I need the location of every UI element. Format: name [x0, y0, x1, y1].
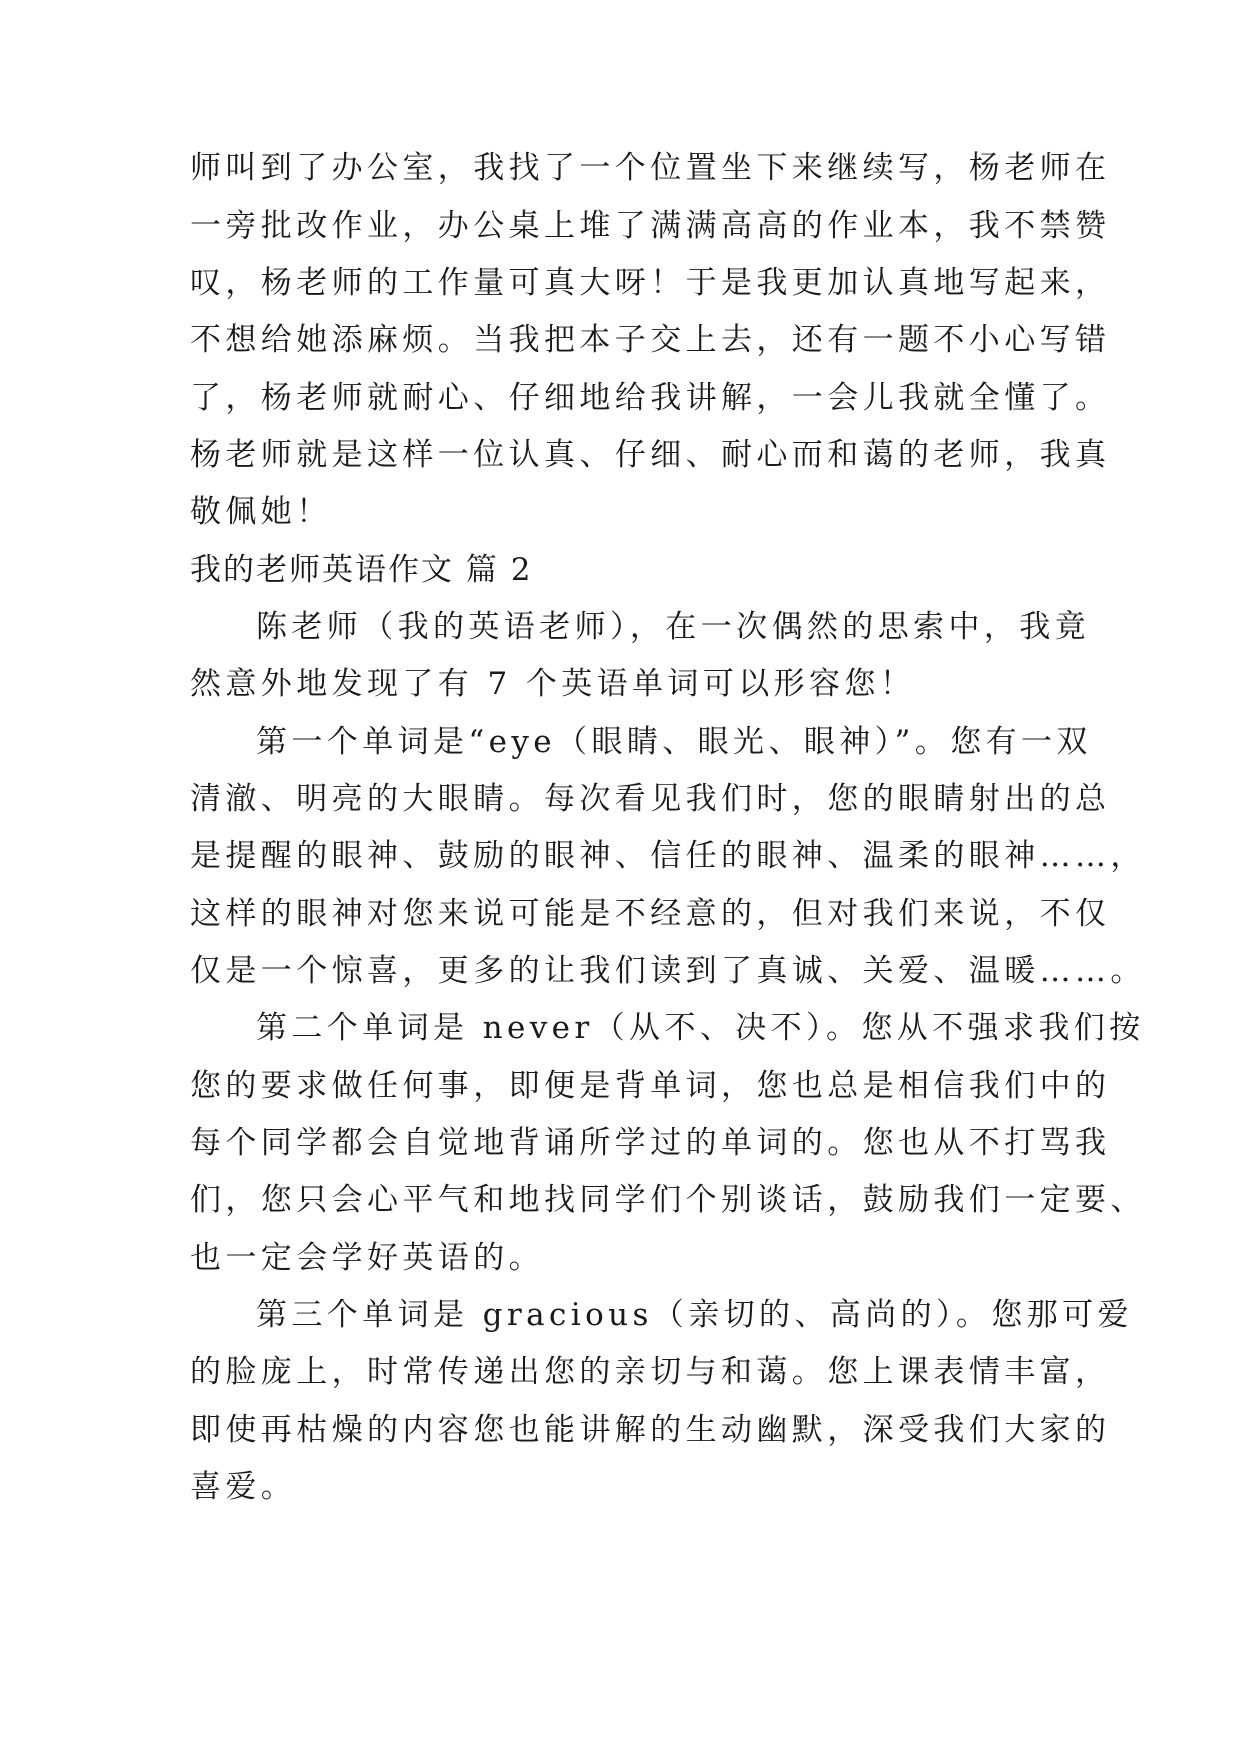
- paragraph-line: 叹，杨老师的工作量可真大呀！于是我更加认真地写起来，: [190, 265, 1111, 301]
- paragraph-line: 清澈、明亮的大眼睛。每次看见我们时，您的眼睛射出的总: [190, 781, 1111, 817]
- paragraph-line: 仅是一个惊喜，更多的让我们读到了真诚、关爱、温暖……。: [190, 953, 1146, 989]
- paragraph-line: 这样的眼神对您来说可能是不经意的，但对我们来说，不仅: [190, 896, 1111, 932]
- paragraph-line: 第三个单词是 gracious（亲切的、高尚的）。您那可爱: [256, 1297, 1133, 1333]
- paragraph-line: 您的要求做任何事，即便是背单词，您也总是相信我们中的: [190, 1068, 1111, 1104]
- paragraph-line: 第一个单词是“eye（眼睛、眼光、眼神）”。您有一双: [256, 724, 1092, 760]
- paragraph-line: 也一定会学好英语的。: [190, 1240, 544, 1276]
- paragraph-line: 不想给她添麻烦。当我把本子交上去，还有一题不小心写错: [190, 322, 1111, 358]
- paragraph-line: 陈老师（我的英语老师），在一次偶然的思索中，我竟: [256, 609, 1091, 645]
- paragraph-line: 然意外地发现了有 7 个英语单词可以形容您！: [190, 666, 916, 702]
- paragraph-line: 们，您只会心平气和地找同学们个别谈话，鼓励我们一定要、: [190, 1182, 1146, 1218]
- paragraph-line: 了，杨老师就耐心、仔细地给我讲解，一会儿我就全懂了。: [190, 380, 1111, 416]
- paragraph-line: 每个同学都会自觉地背诵所学过的单词的。您也从不打骂我: [190, 1125, 1111, 1161]
- paragraph-line: 敬佩她！: [190, 494, 332, 530]
- paragraph-line: 的脸庞上，时常传递出您的亲切与和蔼。您上课表情丰富，: [190, 1354, 1111, 1390]
- section-heading: 我的老师英语作文 篇 2: [190, 552, 533, 588]
- paragraph-line: 第二个单词是 never（从不、决不）。您从不强求我们按: [256, 1010, 1145, 1046]
- paragraph-line: 杨老师就是这样一位认真、仔细、耐心而和蔼的老师，我真: [190, 437, 1111, 473]
- paragraph-line: 师叫到了办公室，我找了一个位置坐下来继续写，杨老师在: [190, 150, 1111, 186]
- paragraph-line: 即使再枯燥的内容您也能讲解的生动幽默，深受我们大家的: [190, 1412, 1111, 1448]
- paragraph-line: 一旁批改作业，办公桌上堆了满满高高的作业本，我不禁赞: [190, 208, 1111, 244]
- paragraph-line: 是提醒的眼神、鼓励的眼神、信任的眼神、温柔的眼神……，: [190, 838, 1146, 874]
- paragraph-line: 喜爱。: [190, 1469, 297, 1505]
